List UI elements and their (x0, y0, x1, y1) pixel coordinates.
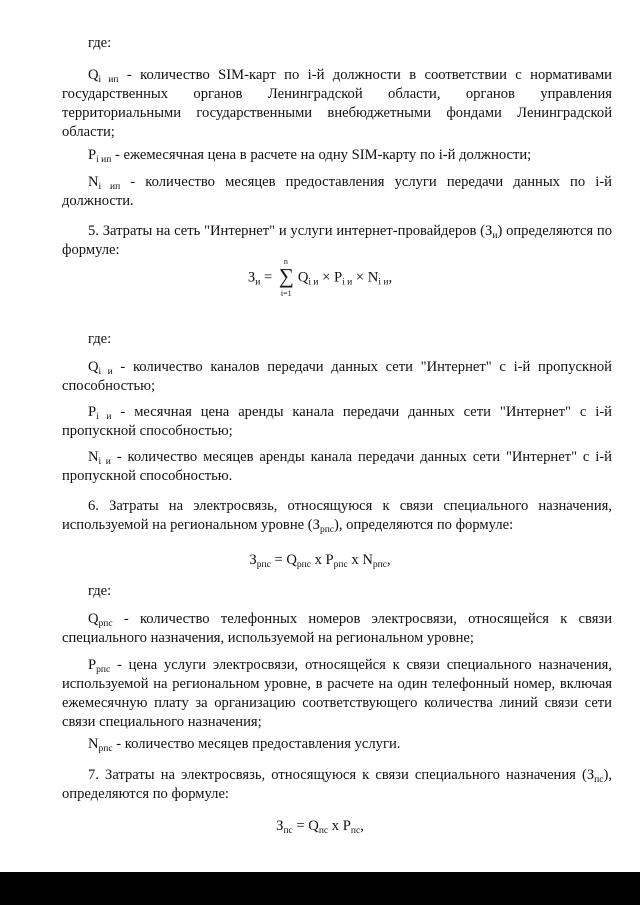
definition-n-inp: $N_{i ип}$ - количество месяцев предоставления услуги передачи данных по i-й должности. (62, 174, 612, 209)
where-label: где: (88, 35, 112, 51)
where-label: где: (88, 583, 112, 599)
where-label: где: (88, 331, 112, 347)
formula-ps: $З_{пс} = Q_{пс}$ x $P_{пс}$, (276, 818, 364, 836)
formula-rps: $З_{рпс} = Q_{рпс}$ x $P_{рпс}$ x $N_{рпс}$, (249, 552, 391, 570)
definition-q-i: $Q_{i и}$ - количество каналов передачи данных сети "Интернет" с i-й пропускной способностью; (62, 359, 612, 394)
definition-n-rps: $N_{рпс}$ - количество месяцев предоставления услуги. (88, 736, 401, 754)
definition-q-rps: $Q_{рпс}$ - количество телефонных номеров электросвязи, относящейся к связи специального назначения, используемой на региональном уровне; (62, 611, 612, 646)
definition-p-inp: $P_{i ип}$ - ежемесячная цена в расчете на одну SIM-карту по i-й должности; (88, 147, 532, 165)
definition-q-inp: $Q_{i ип}$ - количество SIM-карт по i-й должности в соответствии с нормативами государственных органов Ленинградской области, органов управления территориальными государственными внебюджетными фондами Ленинградской области; (62, 67, 612, 140)
scan-bottom-bar (0, 872, 640, 905)
paragraph-item-6: 6. Затраты на электросвязь, относящуюся к связи специального назначения, используемой на региональном уровне $(З_{рпс})$, определяются по формуле: (62, 498, 612, 535)
sum-symbol: n ∑ i=1 (278, 257, 294, 298)
paragraph-item-7: 7. Затраты на электросвязь, относящуюся к связи специального назначения $(З_{пс})$, определяются по формуле: (62, 767, 612, 802)
paragraph-item-5: 5. Затраты на сеть "Интернет" и услуги интернет-провайдеров $(З_и)$ определяются по формуле: (62, 223, 612, 258)
formula-internet: $З_и$ = n ∑ i=1 $Q_{i и} \times P_{i и} \times N_{i и}$, (247, 257, 393, 298)
definition-p-i: $P_{i и}$ - месячная цена аренды канала передачи данных сети "Интернет" с i-й пропускной способностью; (62, 404, 612, 439)
definition-p-rps: $P_{рпс}$ - цена услуги электросвязи, относящейся к связи специального назначения, используемой на региональном уровне, в расчете на один телефонный номер, включая ежемесячную плату за организацию соответствующего количества линий связи сети связи специального назначения; (62, 657, 612, 730)
definition-n-i: $N_{i и}$ - количество месяцев аренды канала передачи данных сети "Интернет" с i-й пропускной способностью. (62, 449, 612, 484)
